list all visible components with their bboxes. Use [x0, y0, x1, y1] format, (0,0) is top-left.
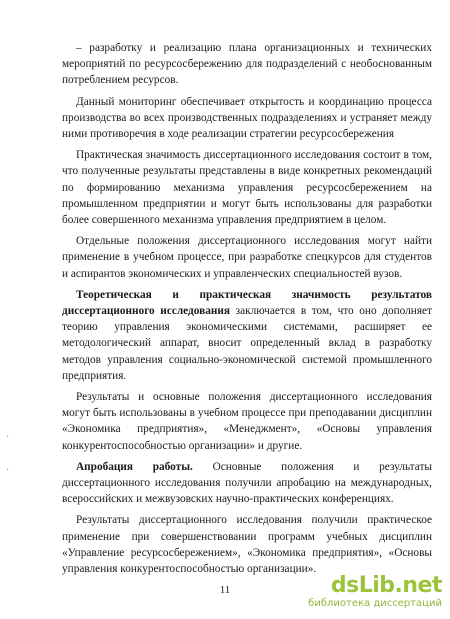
paragraph-text: – разработку и реализацию плана организационных и технических мероприятий по ресурсосбережению для подразделений с необоснованным потреблением ресурсов. [62, 42, 432, 87]
paragraph-text: Основные положения и результаты диссертационного исследования получили апробацию на международных, всероссийских и межвузовских научно-практических конференциях. [62, 460, 432, 506]
paragraph [62, 94, 432, 143]
margin-mark: · [6, 465, 10, 476]
paragraph [62, 233, 432, 282]
watermark-subtitle: библиотека диссертаций [308, 598, 442, 609]
paragraph-text: Данный мониторинг обеспечивает открытость и координацию процесса производства во всех производственных подразделениях и устраняет между ними противоречия в ходе реализации стратегии ресурсосбережения [62, 95, 432, 141]
watermark [308, 573, 442, 613]
paragraph [62, 147, 432, 228]
paragraph-text: заключается в том, что оно дополняет теорию управления экономическими системами, расширяет ее методологический аппарат, вносит определенный вклад в разработку методов управления социально-экономической системой промышленного предприятия. [62, 305, 433, 382]
paragraph [62, 389, 432, 454]
paragraph [62, 459, 432, 508]
paragraph [62, 512, 432, 577]
paragraph-heading: Теоретическая и практическая значимость результатов диссертационного исследования [62, 288, 432, 318]
margin-mark: · [6, 432, 10, 443]
paragraph [62, 40, 432, 89]
paragraph-text: Отдельные положения диссертационного исследования могут найти применение в учебном процессе, при разработке спецкурсов для студентов и аспирантов экономических и управленческих специальностей вузов. [62, 235, 432, 280]
page-number: 11 [219, 584, 231, 596]
paragraph-text: Результаты диссертационного исследования получили практическое применение при совершенствовании программ учебных дисциплин «Управление ресурсосбережением», «Экономика предприятия», «Основы управления конкурентоспособностью организации». [62, 514, 432, 576]
watermark-logo: dsLib.net [330, 573, 442, 598]
paragraph-text: Результаты и основные положения диссертационного исследования могут быть использованы в учебном процессе при преподавании дисциплин «Экономика предприятия», «Менеджмент», «Основы управления конкурентоспособностью организации» и другие. [62, 391, 432, 452]
body-text [62, 40, 432, 582]
paragraph-heading: Апробация работы. [76, 460, 193, 473]
paragraph-text: Практическая значимость диссертационного исследования состоит в том, что полученные результаты представлены в виде конкретных рекомендаций по формированию механизма управления ресурсосбережением на промышленном предприятии и могут быть использованы для разработки более совершенного механизма управления предприятием в целом. [62, 149, 432, 227]
paragraph [62, 287, 432, 384]
